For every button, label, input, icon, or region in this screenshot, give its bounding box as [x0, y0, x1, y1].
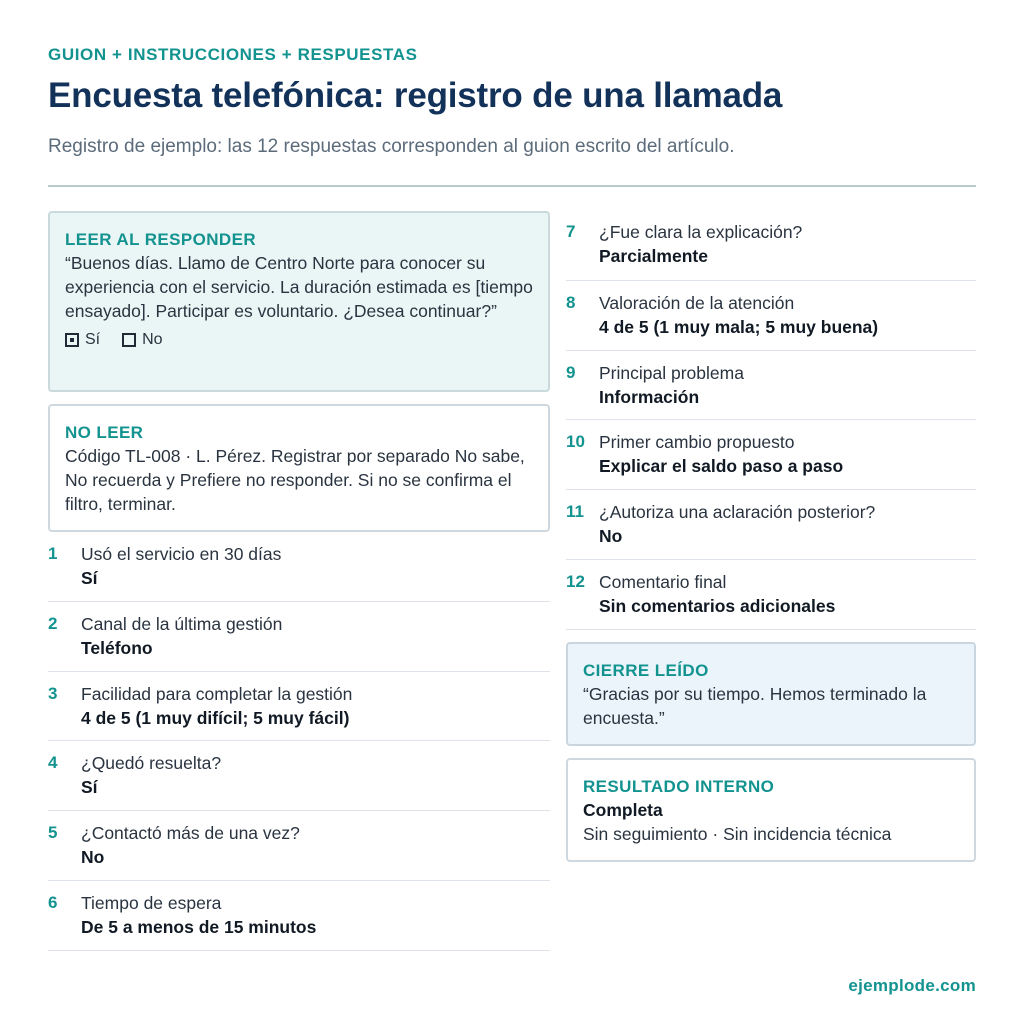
- question-text: Usó el servicio en 30 días: [81, 544, 282, 564]
- do-not-read-box: [48, 404, 550, 532]
- survey-page: [48, 0, 976, 1024]
- question-number: 2: [48, 613, 58, 633]
- read-to-respondent-box: [48, 211, 550, 392]
- question-list-left: [48, 532, 550, 951]
- consent-options: [65, 330, 533, 350]
- right-column: [566, 211, 976, 862]
- question-text: ¿Fue clara la explicación?: [599, 222, 803, 242]
- result-box-title: RESULTADO INTERNO: [583, 776, 775, 796]
- consent-yes-checkbox[interactable]: [65, 333, 79, 347]
- read-box-text: “Buenos días. Llamo de Centro Norte para conocer su experiencia con el servicio. La duración estimada es [tiempo ensayado]. Participar es voluntario. ¿Desea continuar?”: [65, 253, 533, 321]
- question-row: [48, 672, 550, 742]
- question-text: Facilidad para completar la gestión: [81, 683, 353, 704]
- question-number: 9: [566, 362, 576, 382]
- no-read-box-text: Código TL-008 · L. Pérez. Registrar por separado No sabe, No recuerda y Prefiere no responder. Si no se confirma el filtro, terminar.: [65, 446, 525, 514]
- question-row: [48, 602, 550, 672]
- question-number: 12: [566, 571, 585, 591]
- question-row: [48, 532, 550, 602]
- internal-result-box: [566, 758, 976, 862]
- question-answer: No: [599, 526, 623, 547]
- question-text: ¿Quedó resuelta?: [81, 753, 222, 774]
- question-row: [566, 560, 976, 630]
- question-answer: Información: [599, 386, 700, 407]
- question-text: Canal de la última gestión: [81, 613, 283, 634]
- question-row: [566, 420, 976, 490]
- question-text: Principal problema: [599, 362, 744, 383]
- result-details: Sin seguimiento · Sin incidencia técnica: [583, 823, 892, 844]
- question-text: ¿Contactó más de una vez?: [81, 823, 300, 844]
- close-box-title: CIERRE LEÍDO: [583, 660, 709, 680]
- read-box-title: LEER AL RESPONDER: [65, 230, 256, 249]
- question-number: 6: [48, 892, 58, 912]
- site-footer: ejemplode.com: [848, 976, 976, 995]
- question-row: [48, 741, 550, 811]
- question-number: 3: [48, 683, 58, 703]
- page-eyebrow: GUION + INSTRUCCIONES + RESPUESTAS: [48, 45, 418, 64]
- consent-no-checkbox[interactable]: [122, 333, 136, 347]
- question-answer: Sí: [81, 777, 98, 798]
- question-row: [48, 881, 550, 951]
- question-answer: Explicar el saldo paso a paso: [599, 456, 844, 477]
- question-answer: Sí: [81, 568, 98, 588]
- result-status: Completa: [583, 799, 663, 820]
- question-row: [566, 281, 976, 351]
- consent-yes-label: Sí: [85, 331, 101, 348]
- question-list-right: [566, 211, 976, 630]
- question-number: 5: [48, 823, 58, 843]
- question-number: 7: [566, 222, 576, 241]
- question-answer: 4 de 5 (1 muy mala; 5 muy buena): [599, 316, 879, 337]
- question-row: [566, 490, 976, 560]
- question-row: [566, 351, 976, 421]
- question-answer: No: [81, 847, 105, 868]
- question-answer: De 5 a menos de 15 minutos: [81, 916, 317, 937]
- question-answer: Parcialmente: [599, 246, 708, 266]
- question-text: Primer cambio propuesto: [599, 432, 795, 453]
- question-number: 10: [566, 432, 585, 452]
- question-number: 4: [48, 753, 58, 773]
- question-text: Comentario final: [599, 571, 727, 592]
- question-text: ¿Autoriza una aclaración posterior?: [599, 502, 876, 523]
- question-number: 8: [566, 292, 576, 312]
- close-box-text: “Gracias por su tiempo. Hemos terminado la encuesta.”: [583, 683, 927, 728]
- question-row: [566, 211, 976, 281]
- page-title: Encuesta telefónica: registro de una llamada: [48, 76, 783, 115]
- question-number: 1: [48, 544, 58, 563]
- left-column: [48, 211, 550, 951]
- no-read-box-title: NO LEER: [65, 423, 144, 442]
- header-divider: [48, 185, 976, 187]
- question-answer: Teléfono: [81, 637, 153, 658]
- closing-read-box: [566, 642, 976, 746]
- question-text: Tiempo de espera: [81, 892, 222, 913]
- consent-no-label: No: [142, 331, 163, 348]
- question-answer: 4 de 5 (1 muy difícil; 5 muy fácil): [81, 707, 350, 728]
- page-subtitle: Registro de ejemplo: las 12 respuestas corresponden al guion escrito del artículo.: [48, 136, 735, 157]
- question-number: 11: [566, 502, 584, 522]
- question-row: [48, 811, 550, 881]
- question-answer: Sin comentarios adicionales: [599, 595, 836, 616]
- question-text: Valoración de la atención: [599, 292, 795, 313]
